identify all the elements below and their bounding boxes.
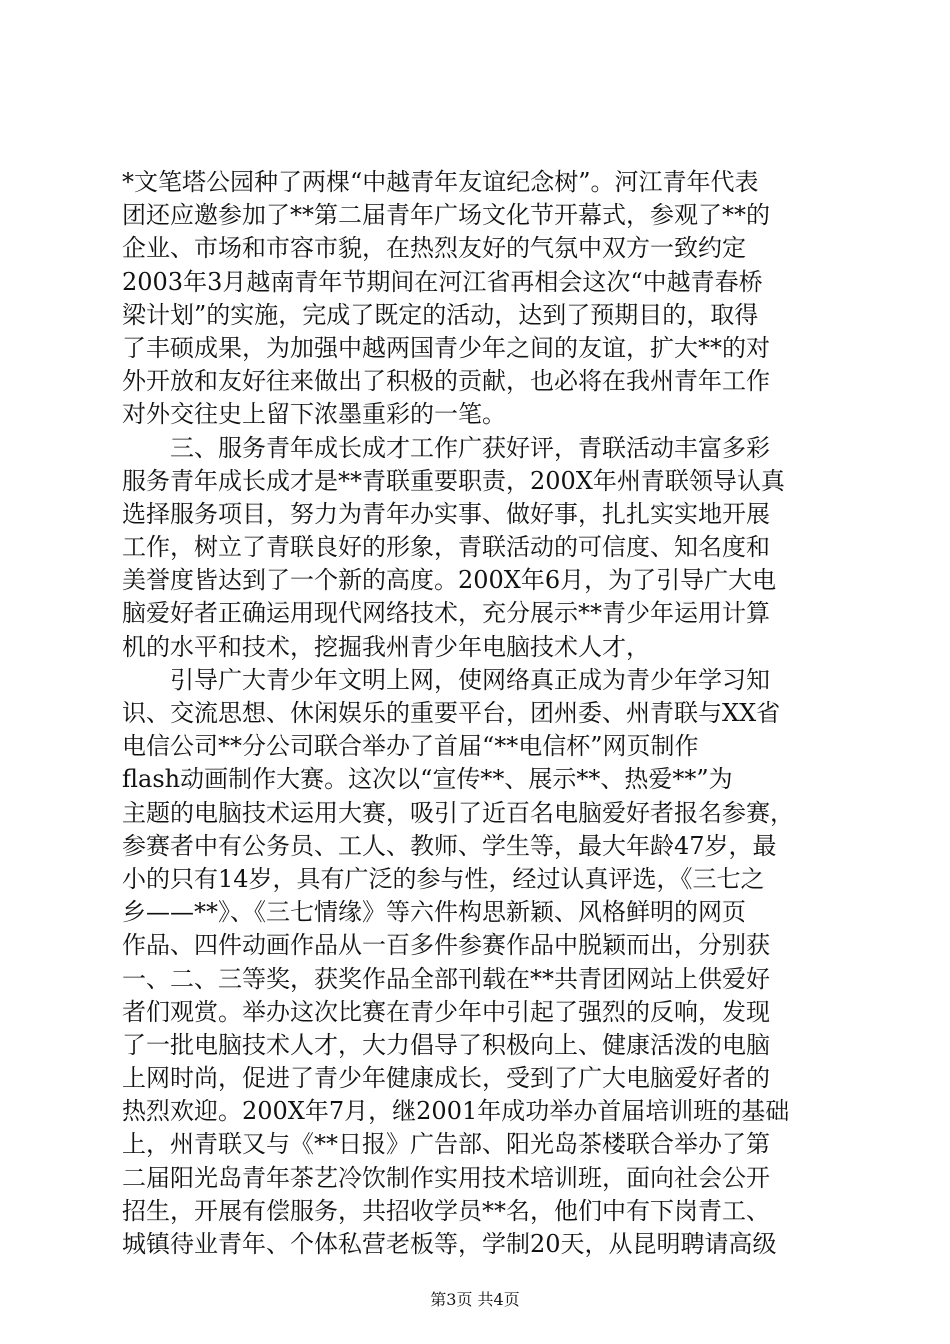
- text-line: 主题的电脑技术运用大赛，吸引了近百名电脑爱好者报名参赛，: [122, 798, 794, 827]
- text-line: *文笔塔公园种了两棵“中越青年友谊纪念树”。河江青年代表: [122, 168, 759, 196]
- text-line: 作品、四件动画作品从一百多件参赛作品中脱颖而出，分别获: [122, 931, 770, 960]
- text-line: 识、交流思想、休闲娱乐的重要平台，团州委、州青联与XX省: [122, 699, 781, 727]
- body-text: [122, 166, 834, 1261]
- text-line: 城镇待业青年、个体私营老板等，学制20天，从昆明聘请高级: [122, 1230, 777, 1258]
- text-line: 热烈欢迎。200X年7月，继2001年成功举办首届培训班的基础: [122, 1097, 790, 1126]
- text-line: 外开放和友好往来做出了积极的贡献，也必将在我州青年工作: [122, 367, 770, 396]
- text-line: 参赛者中有公务员、工人、教师、学生等，最大年龄47岁，最: [122, 831, 777, 860]
- text-line: 服务青年成长成才是**青联重要职责，200X年州青联领导认真: [122, 466, 785, 495]
- text-line: 选择服务项目，努力为青年办实事、做好事，扎扎实实地开展: [122, 499, 770, 528]
- text-line: 梁计划”的实施，完成了既定的活动，达到了预期目的，取得: [122, 300, 759, 329]
- text-line: 2003年3月越南青年节期间在河江省再相会这次“中越青春桥: [122, 267, 763, 296]
- text-line: 者们观赏。举办这次比赛在青少年中引起了强烈的反响，发现: [122, 997, 770, 1026]
- text-line: flash动画制作大赛。这次以“宣传**、展示**、热爱**”为: [122, 765, 733, 794]
- page-footer: 第3页 共4页: [430, 1290, 520, 1309]
- text-line: 机的水平和技术，挖掘我州青少年电脑技术人才，: [122, 632, 650, 661]
- text-line: 工作，树立了青联良好的形象，青联活动的可信度、知名度和: [122, 533, 770, 562]
- text-line: 了一批电脑技术人才，大力倡导了积极向上、健康活泼的电脑: [122, 1030, 770, 1059]
- text-line: 小的只有14岁，具有广泛的参与性，经过认真评选，《三七之: [122, 864, 765, 893]
- text-line: 乡——**》、《三七情缘》等六件构思新颖、风格鲜明的网页: [122, 898, 746, 927]
- text-line: 二届阳光岛青年茶艺冷饮制作实用技术培训班，面向社会公开: [122, 1163, 770, 1192]
- text-line: 对外交往史上留下浓墨重彩的一笔。: [122, 400, 506, 429]
- text-line: 企业、市场和市容市貌，在热烈友好的气氛中双方一致约定: [122, 234, 746, 263]
- text-line: 电信公司**分公司联合举办了首届“**电信杯”网页制作: [122, 732, 699, 761]
- text-line: 上网时尚，促进了青少年健康成长，受到了广大电脑爱好者的: [122, 1064, 770, 1093]
- text-line: 美誉度皆达到了一个新的高度。200X年6月，为了引导广大电: [122, 566, 777, 595]
- section-heading-line: 三、服务青年成长成才工作广获好评，青联活动丰富多彩: [122, 433, 770, 462]
- paragraph-start-line: 引导广大青少年文明上网，使网络真正成为青少年学习知: [122, 665, 770, 694]
- text-line: 上，州青联又与《**日报》广告部、阳光岛茶楼联合举办了第: [122, 1130, 770, 1159]
- text-line: 了丰硕成果，为加强中越两国青少年之间的友谊，扩大**的对: [122, 333, 770, 362]
- text-line: 一、二、三等奖，获奖作品全部刊载在**共青团网站上供爱好: [122, 964, 770, 993]
- text-line: 团还应邀参加了**第二届青年广场文化节开幕式，参观了**的: [122, 201, 770, 230]
- text-line: 脑爱好者正确运用现代网络技术，充分展示**青少年运用计算: [122, 599, 770, 628]
- text-line: 招生，开展有偿服务，共招收学员**名，他们中有下岗青工、: [122, 1196, 770, 1225]
